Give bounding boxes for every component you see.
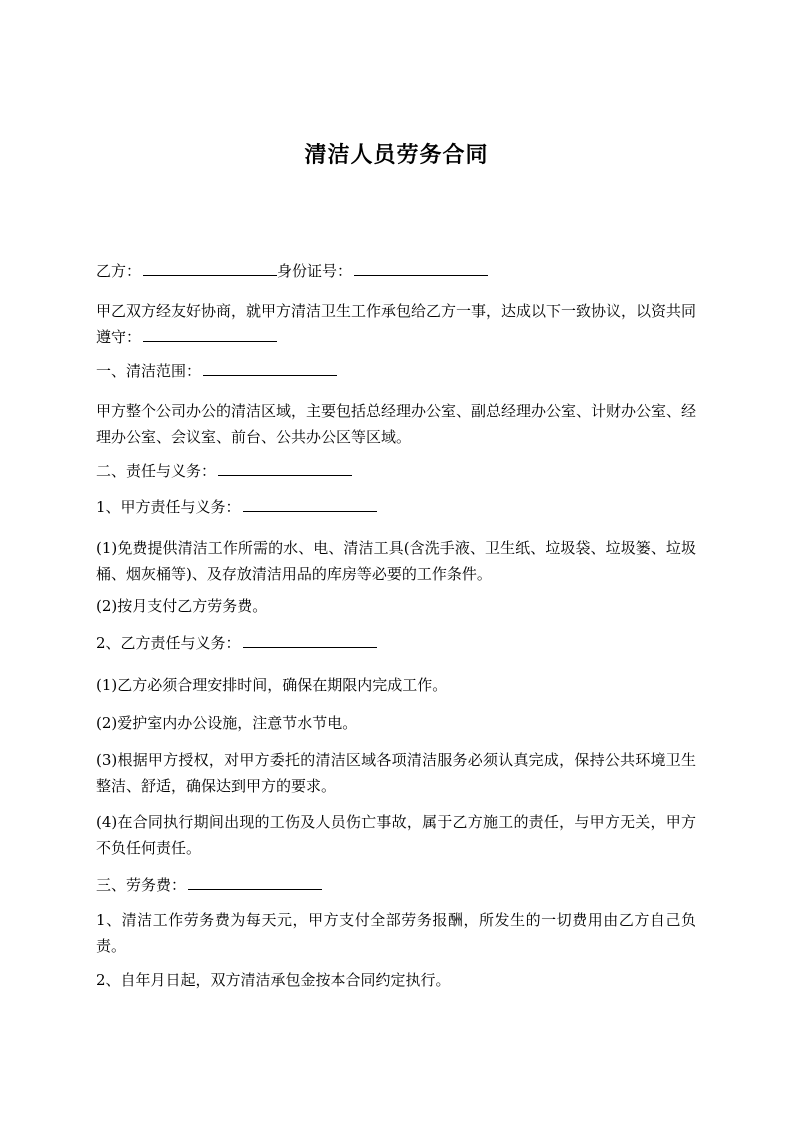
section-2-1-heading-text: 1、甲方责任与义务： — [96, 498, 241, 516]
section-2-blank[interactable] — [218, 458, 352, 476]
section-3-heading — [96, 872, 696, 898]
party-b-line — [96, 258, 696, 284]
section-3-item-2: 2、自年月日起，双方清洁承包金按本合同约定执行。 — [96, 971, 451, 989]
section-2-2-item-1: (1)乙方必须合理安排时间，确保在期限内完成工作。 — [96, 676, 448, 694]
section-3-heading-text: 三、劳务费： — [96, 876, 187, 894]
section-1-heading — [96, 358, 696, 384]
section-2-1-item-2: (2)按月支付乙方劳务费。 — [96, 597, 268, 615]
intro-blank[interactable] — [143, 324, 277, 342]
section-2-1-heading — [96, 494, 696, 520]
section-2-2-item-2: (2)爱护室内办公设施，注意节水节电。 — [96, 714, 358, 732]
section-2-2-blank[interactable] — [243, 630, 377, 648]
section-2-1-item-1: (1)免费提供清洁工作所需的水、电、清洁工具(含洗手液、卫生纸、垃圾袋、垃圾篓、垃圾桶、烟灰桶等)、及存放清洁用品的库房等必要的工作条件。 — [96, 539, 696, 583]
section-2-2-item-4: (4)在合同执行期间出现的工伤及人员伤亡事故，属于乙方施工的责任，与甲方无关，甲方不负任何责任。 — [96, 813, 696, 857]
section-2-heading — [96, 458, 696, 484]
section-2-heading-text: 二、责任与义务： — [96, 462, 217, 480]
id-number-label: 身份证号： — [277, 262, 353, 280]
section-1-blank[interactable] — [203, 358, 337, 376]
section-2-2-heading — [96, 630, 696, 656]
section-3-item-1: 1、清洁工作劳务费为每天元，甲方支付全部劳务报酬，所发生的一切费用由乙方自己负责。 — [96, 911, 696, 955]
section-1-heading-text: 一、清洁范围： — [96, 362, 202, 380]
section-2-2-item-3: (3)根据甲方授权，对甲方委托的清洁区域各项清洁服务必须认真完成，保持公共环境卫生整洁、舒适，确保达到甲方的要求。 — [96, 751, 696, 795]
party-b-label: 乙方： — [96, 262, 142, 280]
party-b-blank[interactable] — [143, 258, 277, 276]
section-3-blank[interactable] — [188, 872, 322, 890]
section-1-body: 甲方整个公司办公的清洁区域，主要包括总经理办公室、副总经理办公室、计财办公室、经理办公室、会议室、前台、公共办公区等区域。 — [96, 402, 697, 446]
document-title: 清洁人员劳务合同 — [304, 143, 489, 168]
section-2-1-blank[interactable] — [243, 494, 377, 512]
intro-text: 甲乙双方经友好协商，就甲方清洁卫生工作承包给乙方一事，达成以下一致协议，以资共同遵守： — [96, 302, 697, 346]
intro-paragraph — [96, 298, 696, 350]
section-2-2-heading-text: 2、乙方责任与义务： — [96, 634, 241, 652]
id-number-blank[interactable] — [354, 258, 488, 276]
